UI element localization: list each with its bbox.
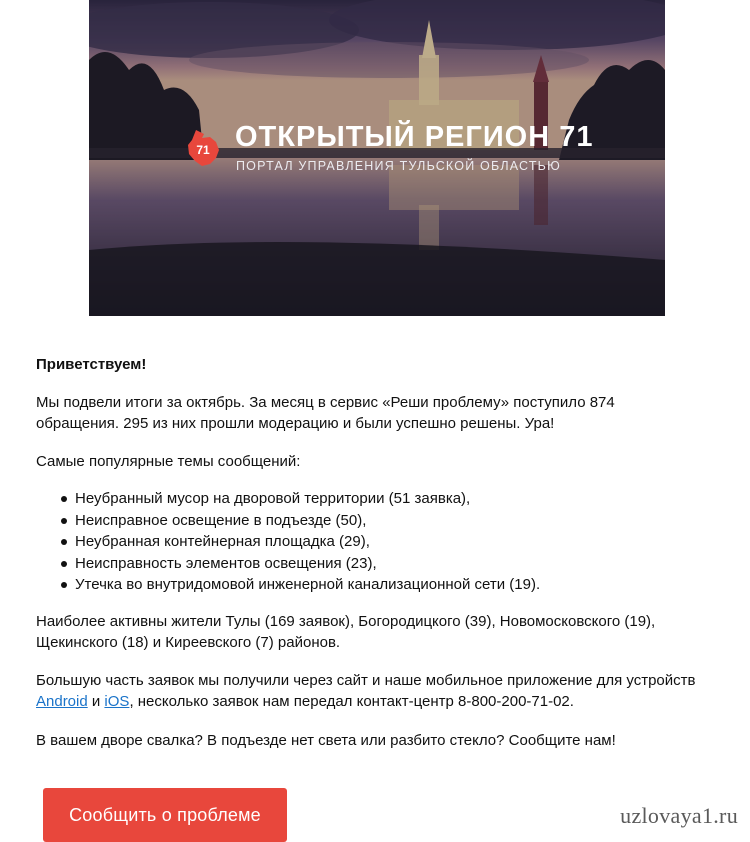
list-item: Утечка во внутридомовой инженерной канализационной сети (19). <box>36 574 540 596</box>
banner-photo <box>89 0 665 316</box>
svg-text:71: 71 <box>196 143 210 157</box>
topics-heading: Самые популярные темы сообщений: <box>36 453 301 470</box>
report-problem-label: Сообщить о проблеме <box>69 804 261 825</box>
list-item: Неубранная контейнерная площадка (29), <box>36 531 540 553</box>
intro-line-2: обращения. 295 из них прошли модерацию и были успешно решены. Ура! <box>36 415 555 432</box>
list-item: Неисправность элементов освещения (23), <box>36 553 540 575</box>
active-line-2: Щекинского (18) и Киреевского (7) районов. <box>36 634 341 651</box>
portal-subtitle: ПОРТАЛ УПРАВЛЕНИЯ ТУЛЬСКОЙ ОБЛАСТЬЮ <box>236 159 561 173</box>
ios-link[interactable]: iOS <box>104 693 130 710</box>
channels-line-2-rest: , несколько заявок нам передал контакт-центр 8-800-200-71-02. <box>129 693 574 710</box>
android-link[interactable]: Android <box>36 693 88 710</box>
intro-line-1: Мы подвели итоги за октябрь. За месяц в сервис «Реши проблему» поступило 874 <box>36 394 615 411</box>
channels-line-2 <box>36 692 574 713</box>
closing-text: В вашем дворе свалка? В подъезде нет света или разбито стекло? Сообщите нам! <box>36 732 616 749</box>
topics-list <box>36 488 540 596</box>
list-item: Неубранный мусор на дворовой территории (51 заявка), <box>36 488 540 510</box>
active-line-1: Наиболее активны жители Тулы (169 заявок), Богородицкого (39), Новомосковского (19), <box>36 613 656 630</box>
channels-line-1: Большую часть заявок мы получили через сайт и наше мобильное приложение для устройств <box>36 672 696 689</box>
report-problem-button[interactable] <box>43 788 287 842</box>
region-map-icon <box>186 128 222 168</box>
portal-title: ОТКРЫТЫЙ РЕГИОН 71 <box>235 121 594 153</box>
greeting: Приветствуем! <box>36 356 147 373</box>
list-item: Неисправное освещение в подъезде (50), <box>36 510 540 532</box>
and-word: и <box>87 693 105 710</box>
watermark: uzlovaya1.ru <box>620 803 738 828</box>
header-banner <box>89 0 665 316</box>
